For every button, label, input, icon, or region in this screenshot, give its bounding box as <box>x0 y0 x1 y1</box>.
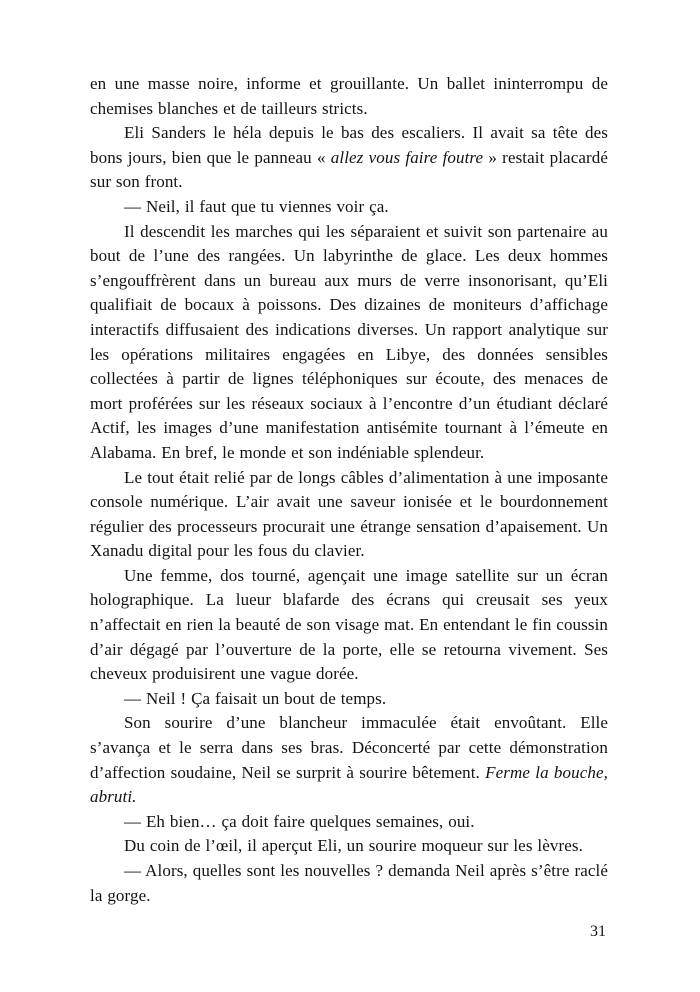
paragraph <box>90 72 608 121</box>
paragraph <box>90 810 608 835</box>
text-run: Une femme, dos tourné, agençait une image satellite sur un écran holographique. La lueur blafarde des écrans qui creusait ses yeux n’affectait en rien la beauté de son visage mat. En entendant le fin coussin d’air dégagé par l’ouverture de la porte, elle se retourna vivement. Ses cheveux produisirent une vague dorée. <box>90 565 608 684</box>
paragraph <box>90 711 608 809</box>
text-run: — Neil, il faut que tu viennes voir ça. <box>124 196 389 216</box>
text-run: Le tout était relié par de longs câbles d’alimentation à une imposante console numérique. L’air avait une saveur ionisée et le bourdonnement régulier des processeurs procurait une étrange sensation d’apaisement. Un Xanadu digital pour les fous du clavier. <box>90 467 608 561</box>
text-run: — Eh bien… ça doit faire quelques semaines, oui. <box>124 811 475 831</box>
paragraph <box>90 687 608 712</box>
page-text <box>90 72 608 908</box>
text-run: Eli Sanders le héla depuis le bas des escaliers. Il avait sa tête des bons jours, bien que le panneau « <box>90 123 608 167</box>
text-run: — Alors, quelles sont les nouvelles ? demanda Neil après s’être raclé la gorge. <box>90 861 608 905</box>
paragraph <box>90 834 608 859</box>
italic-text-run: Ferme la bouche, abruti. <box>90 762 608 807</box>
paragraph <box>90 466 608 564</box>
text-run: Du coin de l’œil, il aperçut Eli, un sourire moqueur sur les lèvres. <box>124 836 583 856</box>
paragraph <box>90 859 608 908</box>
page-number: 31 <box>590 923 606 940</box>
paragraph <box>90 195 608 220</box>
text-run: Son sourire d’une blancheur immaculée était envoûtant. Elle s’avança et le serra dans ses bras. Déconcerté par cette démonstration d’affection soudaine, Neil se surprit à sourire bêtement. <box>90 713 608 782</box>
text-run: en une masse noire, informe et grouillante. Un ballet ininterrompu de chemises blanches et de tailleurs stricts. <box>90 74 608 118</box>
italic-text-run: allez vous faire foutre <box>330 147 484 167</box>
paragraph <box>90 220 608 466</box>
paragraph <box>90 121 608 195</box>
text-run: » restait placardé sur son front. <box>90 147 608 192</box>
text-run: — Neil ! Ça faisait un bout de temps. <box>124 688 387 708</box>
text-run: Il descendit les marches qui les séparaient et suivit son partenaire au bout de l’une des rangées. Un labyrinthe de glace. Les deux hommes s’engouffrèrent dans un bureau aux murs de verre insonorisant, qu’Eli qualifiait de bocaux à poissons. Des dizaines de moniteurs d’affichage interactifs diffusaient des indications diverses. Un rapport analytique sur les opérations militaires engagées en Libye, des données sensibles collectées à partir de lignes téléphoniques sur écoute, des menaces de mort proférées sur les réseaux sociaux à l’encontre d’un étudiant déclaré Actif, les images d’une manifestation antisémite tournant à l’émeute en Alabama. En bref, le monde et son indéniable splendeur. <box>90 221 608 462</box>
paragraph <box>90 564 608 687</box>
